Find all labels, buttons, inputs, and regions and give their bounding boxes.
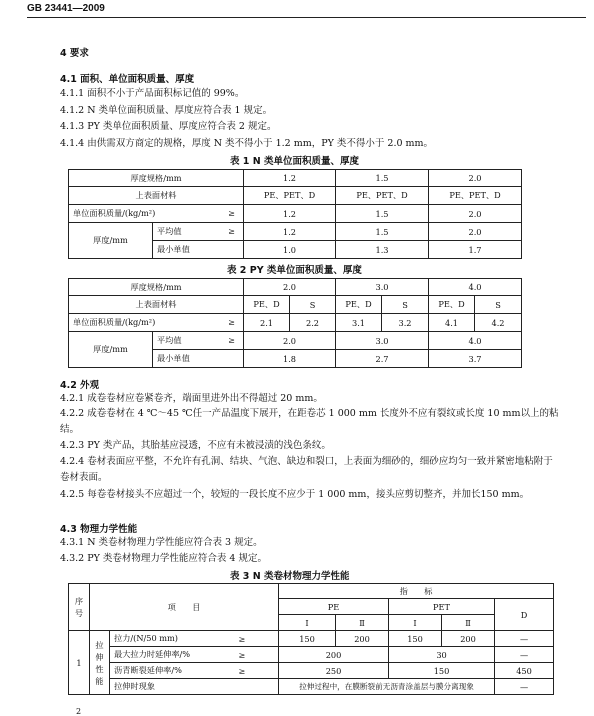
pet-header: PET [389, 599, 495, 615]
d-header: D [495, 599, 554, 631]
page-number: 2 [76, 707, 82, 716]
avg-header [153, 223, 244, 241]
type-ii-header: Ⅱ [442, 615, 495, 631]
unit-mass-header [69, 205, 244, 223]
table-cell: 150 [279, 631, 336, 647]
table-cell: 1.8 [244, 350, 336, 368]
avg-header [153, 332, 244, 350]
thickness-spec-header: 厚度规格/mm [69, 279, 244, 296]
table-cell: PE、PET、D [429, 187, 522, 205]
table-cell: 150 [389, 631, 442, 647]
unit-mass-label: 单位面积质量/(kg/m²) [73, 317, 156, 327]
table-cell: 2.0 [429, 170, 522, 187]
pe-header: PE [279, 599, 389, 615]
table-cell: 200 [442, 631, 495, 647]
tensile-group-label: 拉伸性能 [90, 631, 110, 695]
ge-symbol: ≥ [237, 663, 279, 679]
table-cell: 1.0 [244, 241, 336, 259]
min-header: 最小单值 [153, 241, 244, 259]
section-4-heading: 4 要求 [60, 48, 89, 59]
table-cell: 4.2 [475, 314, 522, 332]
avg-label: 平均值 [157, 335, 182, 345]
table-cell: 2.0 [244, 279, 336, 296]
table-cell: 3.1 [336, 314, 382, 332]
table-cell: S [382, 296, 429, 314]
table-cell: 2.1 [244, 314, 290, 332]
table-cell: PE、PET、D [336, 187, 429, 205]
ge-symbol: ≥ [228, 317, 236, 327]
table-cell: 200 [336, 631, 389, 647]
table-cell: 3.2 [382, 314, 429, 332]
table-cell: 1.5 [336, 205, 429, 223]
item-label: 最大拉力时延伸率/% [110, 647, 237, 663]
type-i-header: Ⅰ [279, 615, 336, 631]
table-row [69, 584, 554, 599]
item-label: 沥青断裂延伸率/% [110, 663, 237, 679]
table-row [69, 223, 522, 241]
section-4-3-heading: 4.3 物理力学性能 [60, 524, 138, 535]
index-header: 指 标 [279, 584, 554, 599]
table-row [69, 332, 522, 350]
unit-mass-label: 单位面积质量/(kg/m²) [73, 208, 156, 218]
thickness-header: 厚度/mm [69, 223, 153, 259]
table-cell: PE、PET、D [244, 187, 336, 205]
clause-4-1-4: 4.1.4 由供需双方商定的规格，厚度 N 类不得小于 1.2 mm，PY 类不得小于 2.0 mm。 [60, 138, 434, 149]
table-cell: 2.0 [244, 332, 336, 350]
table-row [69, 205, 522, 223]
clause-4-2-3: 4.2.3 PY 类产品，其胎基应浸透，不应有未被浸渍的浅色条纹。 [60, 440, 331, 451]
table-cell: 3.7 [429, 350, 522, 368]
table-cell: 1.7 [429, 241, 522, 259]
table-row [69, 679, 554, 695]
thickness-spec-header: 厚度规格/mm [69, 170, 244, 187]
clause-4-3-2: 4.3.2 PY 类卷材物理力学性能应符合表 4 规定。 [60, 553, 267, 564]
item-label: 拉力/(N/50 mm) [110, 631, 237, 647]
table-row [69, 314, 522, 332]
table-cell: 2.0 [429, 223, 522, 241]
table-cell: — [495, 631, 554, 647]
clause-4-1-3: 4.1.3 PY 类单位面积质量、厚度应符合表 2 规定。 [60, 121, 277, 132]
unit-mass-header [69, 314, 244, 332]
table-cell: 30 [389, 647, 495, 663]
table-row [69, 279, 522, 296]
upper-material-header: 上表面材料 [69, 187, 244, 205]
table-cell: S [290, 296, 336, 314]
table-cell: 250 [279, 663, 389, 679]
table-row [69, 187, 522, 205]
min-header: 最小单值 [153, 350, 244, 368]
section-4-1-heading: 4.1 面积、单位面积质量、厚度 [60, 74, 195, 85]
clause-4-2-1: 4.2.1 成卷卷材应卷紧卷齐，端面里进外出不得超过 20 mm。 [60, 393, 323, 404]
ge-symbol: ≥ [228, 208, 236, 218]
clause-4-1-1: 4.1.1 面积不小于产品面积标记值的 99%。 [60, 88, 245, 99]
table-cell: 2.0 [429, 205, 522, 223]
table-row [69, 663, 554, 679]
table-cell: 4.0 [429, 279, 522, 296]
table-cell: — [495, 647, 554, 663]
clause-4-1-2: 4.1.2 N 类单位面积质量、厚度应符合表 1 规定。 [60, 105, 273, 116]
ge-symbol: ≥ [228, 226, 236, 236]
table-cell: 4.0 [429, 332, 522, 350]
table-row [69, 647, 554, 663]
table-2-caption: 表 2 PY 类单位面积质量、厚度 [227, 265, 362, 276]
table-row [69, 631, 554, 647]
table-cell: 4.1 [429, 314, 475, 332]
row-number: 1 [69, 631, 90, 695]
table-3 [68, 583, 554, 695]
table-cell: 3.0 [336, 279, 429, 296]
table-cell: 1.3 [336, 241, 429, 259]
clause-4-3-1: 4.3.1 N 类卷材物理力学性能应符合表 3 规定。 [60, 537, 263, 548]
table-row [69, 296, 522, 314]
table-cell: — [495, 679, 554, 695]
upper-material-header: 上表面材料 [69, 296, 244, 314]
table-2 [68, 278, 522, 368]
table-cell: 150 [389, 663, 495, 679]
ge-symbol: ≥ [237, 631, 279, 647]
clause-4-2-5: 4.2.5 每卷卷材接头不应超过一个，较短的一段长度不应少于 1 000 mm，接头应剪切整齐，并加长150 mm。 [60, 489, 530, 500]
header-rule [27, 17, 586, 18]
table-1-caption: 表 1 N 类单位面积质量、厚度 [230, 156, 359, 167]
table-cell: 1.5 [336, 223, 429, 241]
table-cell: 450 [495, 663, 554, 679]
table-cell: S [475, 296, 522, 314]
table-cell: 拉伸过程中，在膜断裂前无沥青涂盖层与膜分离现象 [279, 679, 495, 695]
table-cell: PE、D [429, 296, 475, 314]
table-1 [68, 169, 522, 259]
table-cell: 200 [279, 647, 389, 663]
table-cell: 1.2 [244, 205, 336, 223]
table-cell: 3.0 [336, 332, 429, 350]
section-4-2-heading: 4.2 外观 [60, 380, 100, 391]
table-cell: 1.2 [244, 170, 336, 187]
table-cell: 1.5 [336, 170, 429, 187]
table-cell: 1.2 [244, 223, 336, 241]
item-header: 项 目 [90, 584, 279, 631]
standard-code: GB 23441—2009 [27, 3, 105, 14]
table-cell: 2.7 [336, 350, 429, 368]
ge-symbol: ≥ [237, 647, 279, 663]
type-i-header: Ⅰ [389, 615, 442, 631]
thickness-header: 厚度/mm [69, 332, 153, 368]
table-cell: PE、D [244, 296, 290, 314]
avg-label: 平均值 [157, 226, 182, 236]
no-header: 序号 [69, 584, 90, 631]
ge-symbol: ≥ [228, 335, 236, 345]
table-cell: PE、D [336, 296, 382, 314]
type-ii-header: Ⅱ [336, 615, 389, 631]
item-label: 拉伸时现象 [110, 679, 279, 695]
table-cell: 2.2 [290, 314, 336, 332]
clause-4-2-4: 4.2.4 卷材表面应平整，不允许有孔洞、结块、气泡、缺边和裂口，上表面为细砂的，细砂应均匀一致并紧密地粘附于卷材表面。 [60, 456, 553, 483]
table-row [69, 170, 522, 187]
clause-4-2-2: 4.2.2 成卷卷材在 4 ℃～45 ℃任一产品温度下展开，在距卷芯 1 000 mm 长度外不应有裂纹或长度 10 mm以上的粘结。 [60, 408, 559, 435]
table-3-caption: 表 3 N 类卷材物理力学性能 [230, 571, 350, 582]
